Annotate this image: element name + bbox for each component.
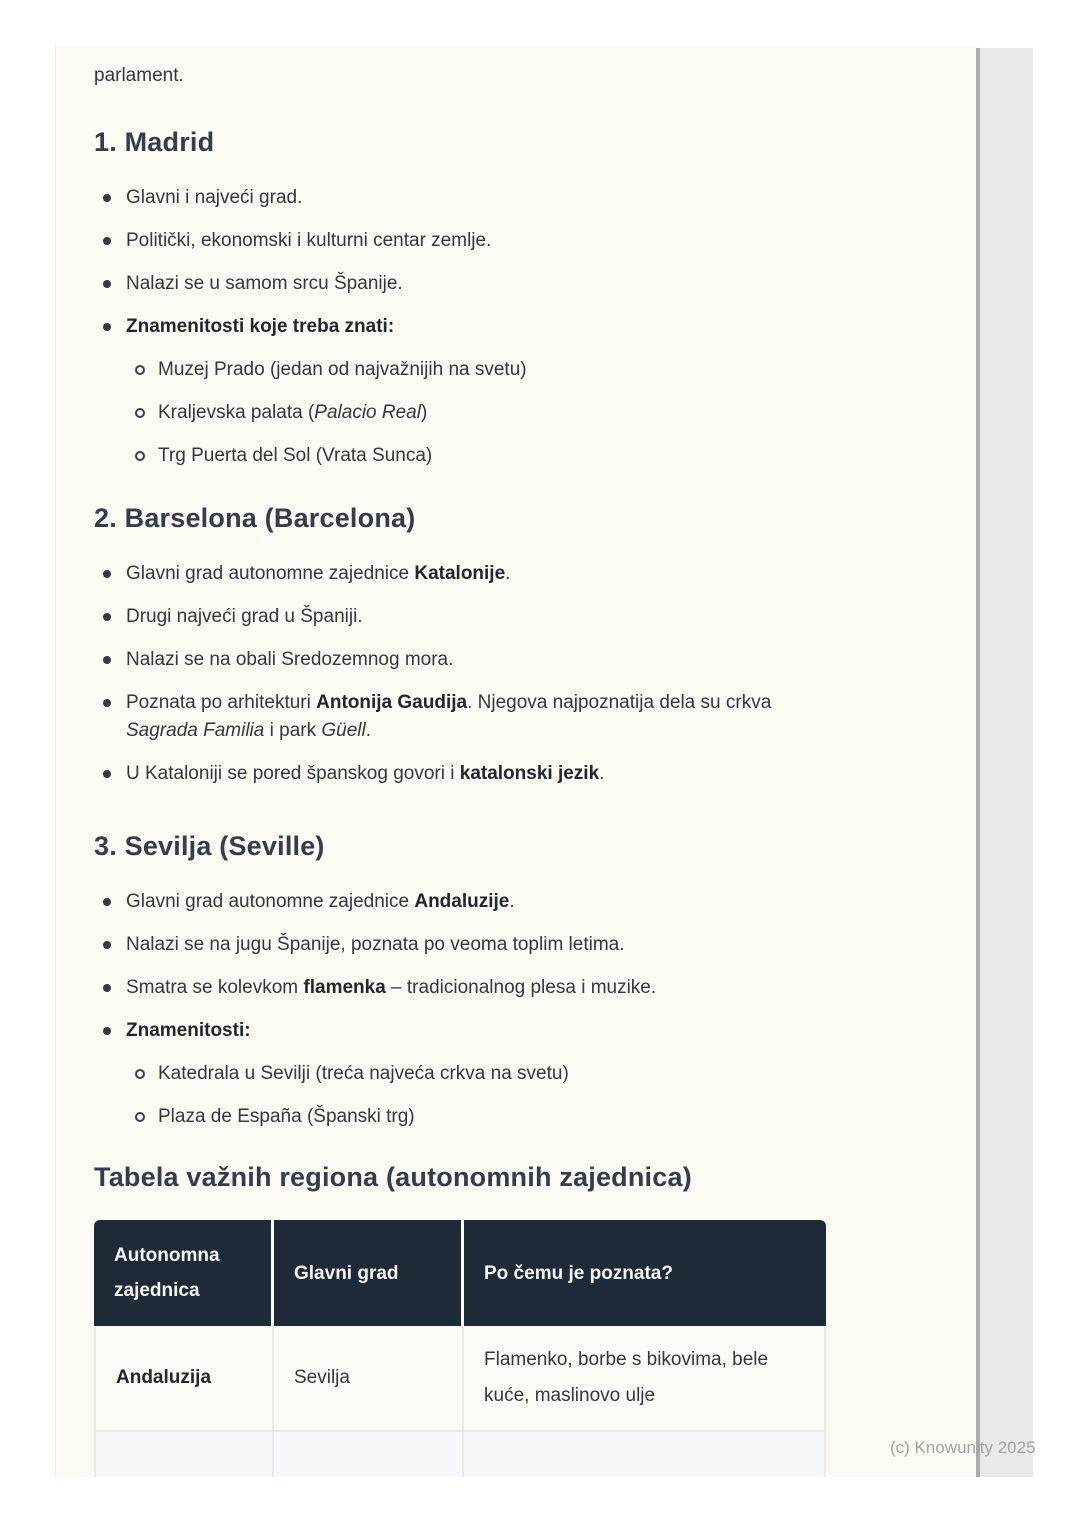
list-item: Poznata po arhitekturi Antonija Gaudija. Njegova najpoznatija dela su crkva Sagrada Familia i park Güell. [94,689,784,745]
table-row [94,1432,826,1477]
list-item: Plaza de España (Španski trg) [94,1103,784,1131]
list-item: Drugi najveći grad u Španiji. [94,603,784,631]
table-header-cell: Autonomna zajednica [94,1220,274,1326]
sections-container [94,127,830,1131]
scrollbar-track[interactable] [976,48,1033,1477]
list-item: Politički, ekonomski i kulturni centar zemlje. [94,227,784,255]
watermark-text: (c) Knowunity 2025 [890,1438,1036,1457]
table-section-heading: Tabela važnih regiona (autonomnih zajednica) [94,1162,692,1192]
table-cell [94,1432,274,1477]
list-item: Nalazi se u samom srcu Španije. [94,270,784,298]
list-item: Glavni i najveći grad. [94,184,784,212]
list-item: Katedrala u Sevilji (treća najveća crkva na svetu) [94,1060,784,1088]
table-row [94,1326,826,1432]
section-heading: 1. Madrid [94,127,215,157]
page-content [94,63,830,1477]
list-item: Kraljevska palata (Palacio Real) [94,399,784,427]
list-item: Znamenitosti: [94,1017,784,1045]
bullet-list [94,888,784,1131]
list-item: U Kataloniji se pored španskog govori i katalonski jezik. [94,760,784,788]
section-heading: 3. Sevilja (Seville) [94,831,325,861]
bullet-list [94,560,784,788]
list-item: Nalazi se na jugu Španije, poznata po veoma toplim letima. [94,931,784,959]
table-cell [464,1432,826,1477]
table-header-cell: Po čemu je poznata? [464,1220,826,1326]
regions-table [94,1220,826,1477]
table-cell: Sevilja [274,1326,464,1432]
list-item: Muzej Prado (jedan od najvažnijih na svetu) [94,356,784,384]
list-item: Glavni grad autonomne zajednice Katalonije. [94,560,784,588]
section-heading: 2. Barselona (Barcelona) [94,503,416,533]
list-item: Glavni grad autonomne zajednice Andaluzije. [94,888,784,916]
bullet-list [94,184,784,470]
table-cell: Flamenko, borbe s bikovima, bele kuće, maslinovo ulje [464,1326,826,1432]
paragraph-parlament: parlament. [94,65,184,86]
list-item: Smatra se kolevkom flamenka – tradicionalnog plesa i muzike. [94,974,784,1002]
document-page [55,45,977,1477]
list-item: Trg Puerta del Sol (Vrata Sunca) [94,442,784,470]
table-cell: Andaluzija [94,1326,274,1432]
table-header-cell: Glavni grad [274,1220,464,1326]
list-item: Znamenitosti koje treba znati: [94,313,784,341]
list-item: Nalazi se na obali Sredozemnog mora. [94,646,784,674]
table-cell [274,1432,464,1477]
table-header-row [94,1220,826,1326]
